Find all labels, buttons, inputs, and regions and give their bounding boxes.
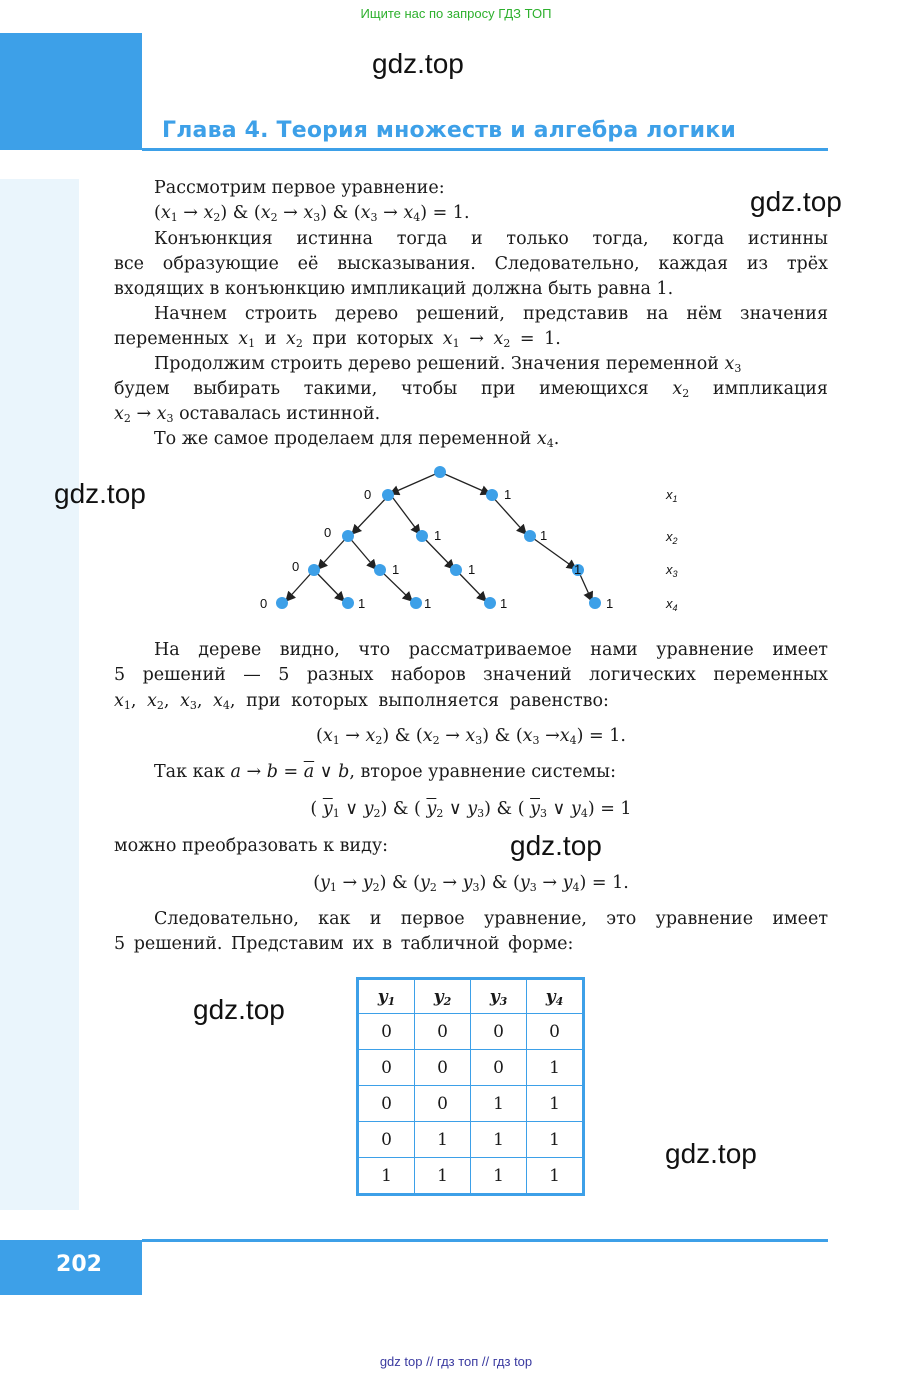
tree-node <box>410 597 422 609</box>
tree-node <box>589 597 601 609</box>
truth-table <box>356 977 585 1196</box>
table-row <box>358 1158 584 1195</box>
table-cell: 0 <box>471 1014 527 1050</box>
footer-links: gdz top // гдз топ // гдз top <box>379 1354 533 1369</box>
table-cell: 0 <box>358 1086 415 1122</box>
watermark: gdz.top <box>193 994 285 1025</box>
tree-label: 1 <box>424 596 432 611</box>
tree-node <box>484 597 496 609</box>
table-cell: 1 <box>527 1122 584 1158</box>
tree-level-index: 3 <box>672 569 678 579</box>
tree-level-label: $x_2$ <box>666 529 678 546</box>
formula-line: $(y_1 \to y_2)$ & $(y_2 \to y_3)$ & $(y_3 \to y_4) = 1$. <box>313 873 629 894</box>
table-header: $y_4$ <box>527 979 584 1014</box>
text-line: Начнем строить дерево решений, представив на нём значения <box>154 304 828 324</box>
tree-label: 0 <box>364 487 372 502</box>
table-cell: 0 <box>471 1050 527 1086</box>
table-header: $y_2$ <box>415 979 471 1014</box>
table-cell: 1 <box>471 1122 527 1158</box>
tree-level-index: 2 <box>672 536 678 546</box>
tree-label: 1 <box>392 562 400 577</box>
text-line: Так как $a \to b = \overline{a}$ ∨ b, второе уравнение системы: <box>154 762 616 782</box>
tree-label: 0 <box>260 596 268 611</box>
watermark: gdz.top <box>54 478 146 509</box>
tree-edge <box>348 536 376 569</box>
tree-label: 1 <box>434 528 442 543</box>
table-cell: 1 <box>527 1086 584 1122</box>
text-line: будем выбирать такими, чтобы при имеющихся $x_2$ импликация <box>114 379 828 400</box>
table-cell: 1 <box>471 1086 527 1122</box>
chapter-color-block <box>0 33 142 150</box>
table-cell: 0 <box>358 1014 415 1050</box>
text-line: входящих в конъюнкцию импликаций должна быть равна 1. <box>114 279 674 299</box>
tree-level-label: $x_4$ <box>666 596 678 613</box>
table-cell: 0 <box>358 1122 415 1158</box>
table-cell: 1 <box>471 1158 527 1195</box>
tree-node <box>434 466 446 478</box>
decision-tree <box>240 462 700 622</box>
chapter-divider <box>142 148 828 151</box>
tree-edge <box>286 570 314 601</box>
table-header-row <box>358 979 584 1014</box>
table-cell: 0 <box>527 1014 584 1050</box>
text-line: Продолжим строить дерево решений. Значения переменной $x_3$ <box>154 354 742 375</box>
tree-level-index: 4 <box>672 603 678 613</box>
text-line: $x_2 \to x_3$ оставалась истинной. <box>114 404 381 425</box>
tree-label: 1 <box>504 487 512 502</box>
tree-edge <box>390 472 440 494</box>
side-panel <box>0 179 79 1210</box>
tree-node <box>342 597 354 609</box>
chapter-title: Глава 4. Теория множеств и алгебра логики <box>162 118 736 143</box>
page-number: 202 <box>56 1252 102 1277</box>
text-line: Рассмотрим первое уравнение: <box>154 178 445 198</box>
text-line: 5 решений — 5 разных наборов значений логических переменных <box>114 665 828 685</box>
tree-label: 0 <box>292 559 300 574</box>
table-row <box>358 1122 584 1158</box>
page-divider <box>142 1239 828 1242</box>
text-line: На дереве видно, что рассматриваемое нами уравнение имеет <box>154 640 828 660</box>
tree-label: 1 <box>500 596 508 611</box>
table-header: $y_1$ <box>358 979 415 1014</box>
table-cell: 0 <box>415 1014 471 1050</box>
formula-line: $(x_1 \to x_2)$ & $(x_2 \to x_3)$ & $(x_3 \to x_4) = 1$. <box>154 203 470 224</box>
tree-level-label: $x_1$ <box>666 487 678 504</box>
table-cell: 1 <box>527 1050 584 1086</box>
table-row <box>358 1014 584 1050</box>
formula-line: ( $\overline{y}_1$ ∨ $y_2$) & ( $\overline{y}_2$ ∨ $y_3$) & ( $\overline{y}_3$ ∨ $y_4) = 1$ <box>310 799 632 820</box>
tree-label: 1 <box>574 562 582 577</box>
tree-node <box>486 489 498 501</box>
tree-edge <box>390 494 420 534</box>
tree-node <box>342 530 354 542</box>
tree-label: 0 <box>324 525 332 540</box>
table-cell: 1 <box>415 1122 471 1158</box>
tree-level-label: $x_3$ <box>666 562 678 579</box>
formula-line: $(x_1 \to x_2)$ & $(x_2 \to x_3)$ & $(x_3 \to x_4) = 1$. <box>316 726 626 747</box>
tree-node <box>374 564 386 576</box>
tree-label: 1 <box>358 596 366 611</box>
tree-label: 1 <box>606 596 614 611</box>
watermark: gdz.top <box>665 1138 757 1169</box>
text-line: 5 решений. Представим их в табличной форме: <box>114 934 574 954</box>
table-cell: 0 <box>358 1050 415 1086</box>
tree-edge <box>318 536 348 569</box>
text-line: переменных $x_1$ и $x_2$ при которых $x_1 \to x_2 = 1$. <box>114 329 561 350</box>
table-cell: 1 <box>527 1158 584 1195</box>
tree-node <box>276 597 288 609</box>
table-cell: 1 <box>415 1158 471 1195</box>
tree-node <box>450 564 462 576</box>
text-line: все образующие её высказывания. Следовательно, каждая из трёх <box>114 254 828 274</box>
table-cell: 1 <box>358 1158 415 1195</box>
tree-label: 1 <box>540 528 548 543</box>
text-line: Следовательно, как и первое уравнение, это уравнение имеет <box>154 909 828 929</box>
tree-level-index: 1 <box>672 494 678 504</box>
tree-label: 1 <box>468 562 476 577</box>
tree-node <box>524 530 536 542</box>
table-cell: 0 <box>415 1086 471 1122</box>
tree-node <box>416 530 428 542</box>
table-row <box>358 1050 584 1086</box>
tree-edge <box>440 472 490 494</box>
text-line: можно преобразовать к виду: <box>114 836 389 856</box>
text-line: $x_1$, $x_2$, $x_3$, $x_4$, при которых выполняется равенство: <box>114 691 609 712</box>
tree-node <box>308 564 320 576</box>
text-line: То же самое проделаем для переменной $x_4$. <box>154 429 560 450</box>
table-header: $y_3$ <box>471 979 527 1014</box>
tree-node <box>382 489 394 501</box>
text-line: Конъюнкция истинна тогда и только тогда, когда истинны <box>154 229 828 249</box>
table-row <box>358 1086 584 1122</box>
watermark: gdz.top <box>372 48 464 79</box>
tree-edge <box>530 536 576 569</box>
top-banner: Ищите нас по запросу ГДЗ ТОП <box>360 6 552 21</box>
watermark: gdz.top <box>750 186 842 217</box>
table-cell: 0 <box>415 1050 471 1086</box>
tree-edge <box>314 570 344 601</box>
watermark: gdz.top <box>510 830 602 861</box>
